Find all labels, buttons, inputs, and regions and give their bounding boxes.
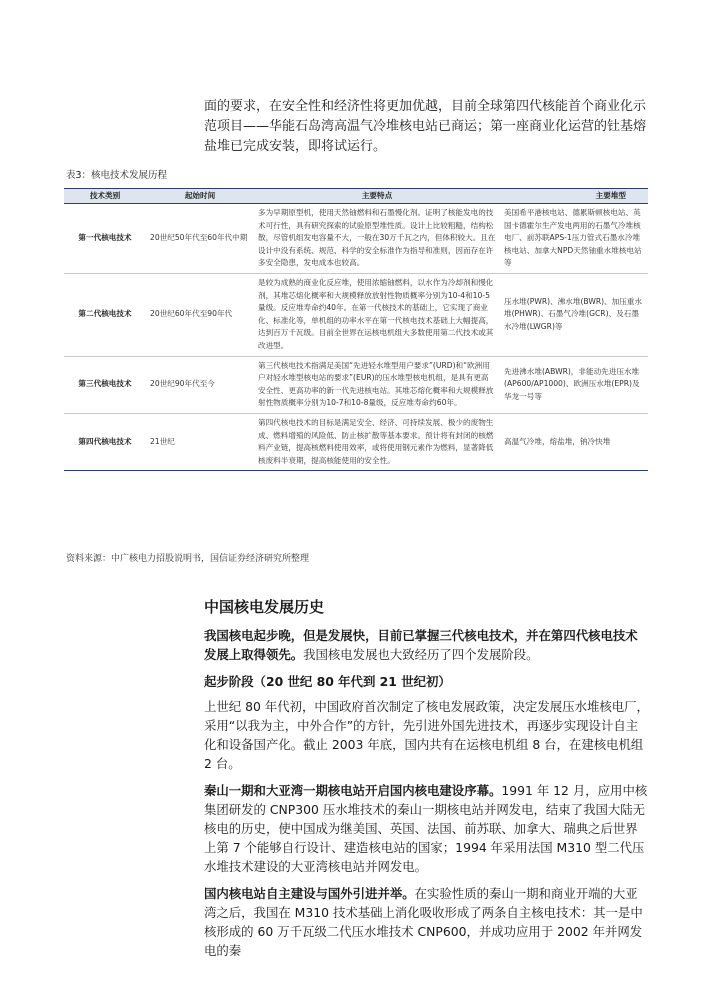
summary-lead: 我国核电起步晚，但是发展快，目前已掌握三代核电技术，并在第四代核电技术发展上取得领先。 — [204, 628, 638, 662]
table-caption: 表3：核电技术发展历程 — [66, 170, 168, 181]
intro-text: 面的要求，在安全性和经济性将更加优越，目前全球第四代核能首个商业化示范项目——华能石岛湾高温气冷堆核电站已商运；第一座商业化运营的钍基熔盐堆已完成安装，即将试运行。 — [204, 99, 647, 154]
cell-category: 第四代核电技术 — [64, 413, 146, 470]
header-reactors: 主要堆型 — [500, 189, 648, 204]
cell-category: 第三代核电技术 — [64, 356, 146, 413]
qinshan-paragraph — [204, 781, 650, 876]
cell-time: 20世纪50年代至60年代中期 — [146, 204, 254, 274]
cell-features: 第四代核电技术的目标是满足安全、经济、可持续发展、极少的废物生成、燃料增殖的风险低、防止核扩散等基本要求。预计将有封闭的核燃料产业链，提高核燃料使用效率，或将使用钢元素作为燃料，显著降低核废料半衰期，提高核能使用的安全性。 — [254, 413, 500, 470]
section-title: 中国核电发展历史 — [204, 598, 325, 616]
cell-reactors: 先进沸水堆(ABWR)，非能动先进压水堆(AP600/AP1000)、欧洲压水堆(EPR)及华龙一号等 — [500, 356, 648, 413]
tech-table-wrapper — [64, 188, 648, 471]
qinshan-lead: 秦山一期和大亚湾一期核电站开启国内核电建设序幕。 — [204, 783, 502, 798]
table-source-note: 资料来源：中广核电力招股说明书，国信证券经济研究所整理 — [66, 554, 310, 564]
domestic-lead: 国内核电站自主建设与国外引进并举。 — [204, 886, 415, 901]
cell-reactors: 美国希平港核电站、德累斯顿核电站、英国卡德霍尔生产发电两用的石墨气冷堆核电厂、前苏联APS-1压力管式石墨水冷堆核电站、加拿大NPD天然铀重水堆核电站等 — [500, 204, 648, 274]
summary-rest: 我国核电发展也大致经历了四个发展阶段。 — [303, 647, 539, 662]
cell-features: 第三代核电技术指满足美国“先进轻水堆型用户要求”(URD)和“欧洲用户对轻水堆型核电站的要求”(EUR)的压水堆型核电机组，是具有更高安全性、更高功率的新一代先进核电站。其堆芯熔化概率和大规模释放射性物质概率分别为10-7和10-8量级，反应堆寿命约60年。 — [254, 356, 500, 413]
cell-features: 是较为成熟的商业化反应堆，使用浓缩铀燃料，以水作为冷却剂和慢化剂，其堆芯熔化概率和大规模释放放射性物质概率分别为10-4和10-5量级。反应堆寿命约40年。在第一代核技术的基础上，它实现了商业化、标准化等，单机组的功率水平在第一代核电技术基础上大幅提高，达到百万千瓦级。目前全世界在运核电机组大多数使用第二代技术或其改进型。 — [254, 273, 500, 356]
cell-reactors: 高温气冷堆，熔盐堆，钠冷快堆 — [500, 413, 648, 470]
cell-category: 第二代核电技术 — [64, 273, 146, 356]
domestic-rest: 在实验性质的秦山一期和商业开端的大亚湾之后，我国在 M310 技术基础上消化吸收形成了两条自主核电技术：其一是中核形成的 60 万千瓦级二代压水堆技术 CNP600，并成功应用于 2002 年并网发电的秦 — [204, 886, 643, 958]
header-features: 主要特点 — [254, 189, 500, 204]
cell-category: 第一代核电技术 — [64, 204, 146, 274]
header-category: 技术类别 — [64, 189, 146, 204]
table-row — [64, 356, 648, 413]
table-row — [64, 413, 648, 470]
table-row — [64, 204, 648, 274]
qinshan-rest: 1991 年 12 月，应用中核集团研发的 CNP300 压水堆技术的秦山一期核电站并网发电，结束了我国大陆无核电的历史，使中国成为继美国、英国、法国、前苏联、加拿大、瑞典之后世界上第 7 个能够自行设计、建造核电站的国家；1994 年采用法国 M310 型二代压水堆技术建设的大亚湾核电站并网发电。 — [204, 783, 648, 874]
intro-paragraph — [204, 97, 650, 157]
stage-paragraph: 上世纪 80 年代初，中国政府首次制定了核电发展政策，决定发展压水堆核电厂，采用“以我为主，中外合作”的方针，先引进外国先进技术，再逐步实现设计自主化和设备国产化。截止 2003 年底，国内共有在运核电机组 8 台，在建核电机组 2 台。 — [204, 699, 649, 771]
table-header-row — [64, 189, 648, 204]
cell-time: 20世纪60年代至90年代 — [146, 273, 254, 356]
cell-time: 20世纪90年代至今 — [146, 356, 254, 413]
cell-features: 多为早期原型机，使用天然铀燃料和石墨慢化剂。证明了核能发电的技术可行性，具有研究探索的试验原型堆性质。设计上比较粗糙，结构松散，尽管机组发电容量不大，一般在30万千瓦之内，但体积较大。且在设计中没有系统、规范、科学的安全标准作为指导和准则，因而存在许多安全隐患，发电成本也较高。 — [254, 204, 500, 274]
stage-heading: 起步阶段（20 世纪 80 年代到 21 世纪初） — [204, 674, 451, 689]
summary-paragraph — [204, 626, 650, 664]
table-row — [64, 273, 648, 356]
domestic-paragraph — [204, 884, 650, 960]
history-section — [204, 596, 650, 968]
header-time: 起始时间 — [146, 189, 254, 204]
nuclear-tech-table — [64, 188, 648, 471]
cell-reactors: 压水堆(PWR)、沸水堆(BWR)、加压重水堆(PHWR)、石墨气冷堆(GCR)、及石墨水冷堆(LWGR)等 — [500, 273, 648, 356]
cell-time: 21世纪 — [146, 413, 254, 470]
